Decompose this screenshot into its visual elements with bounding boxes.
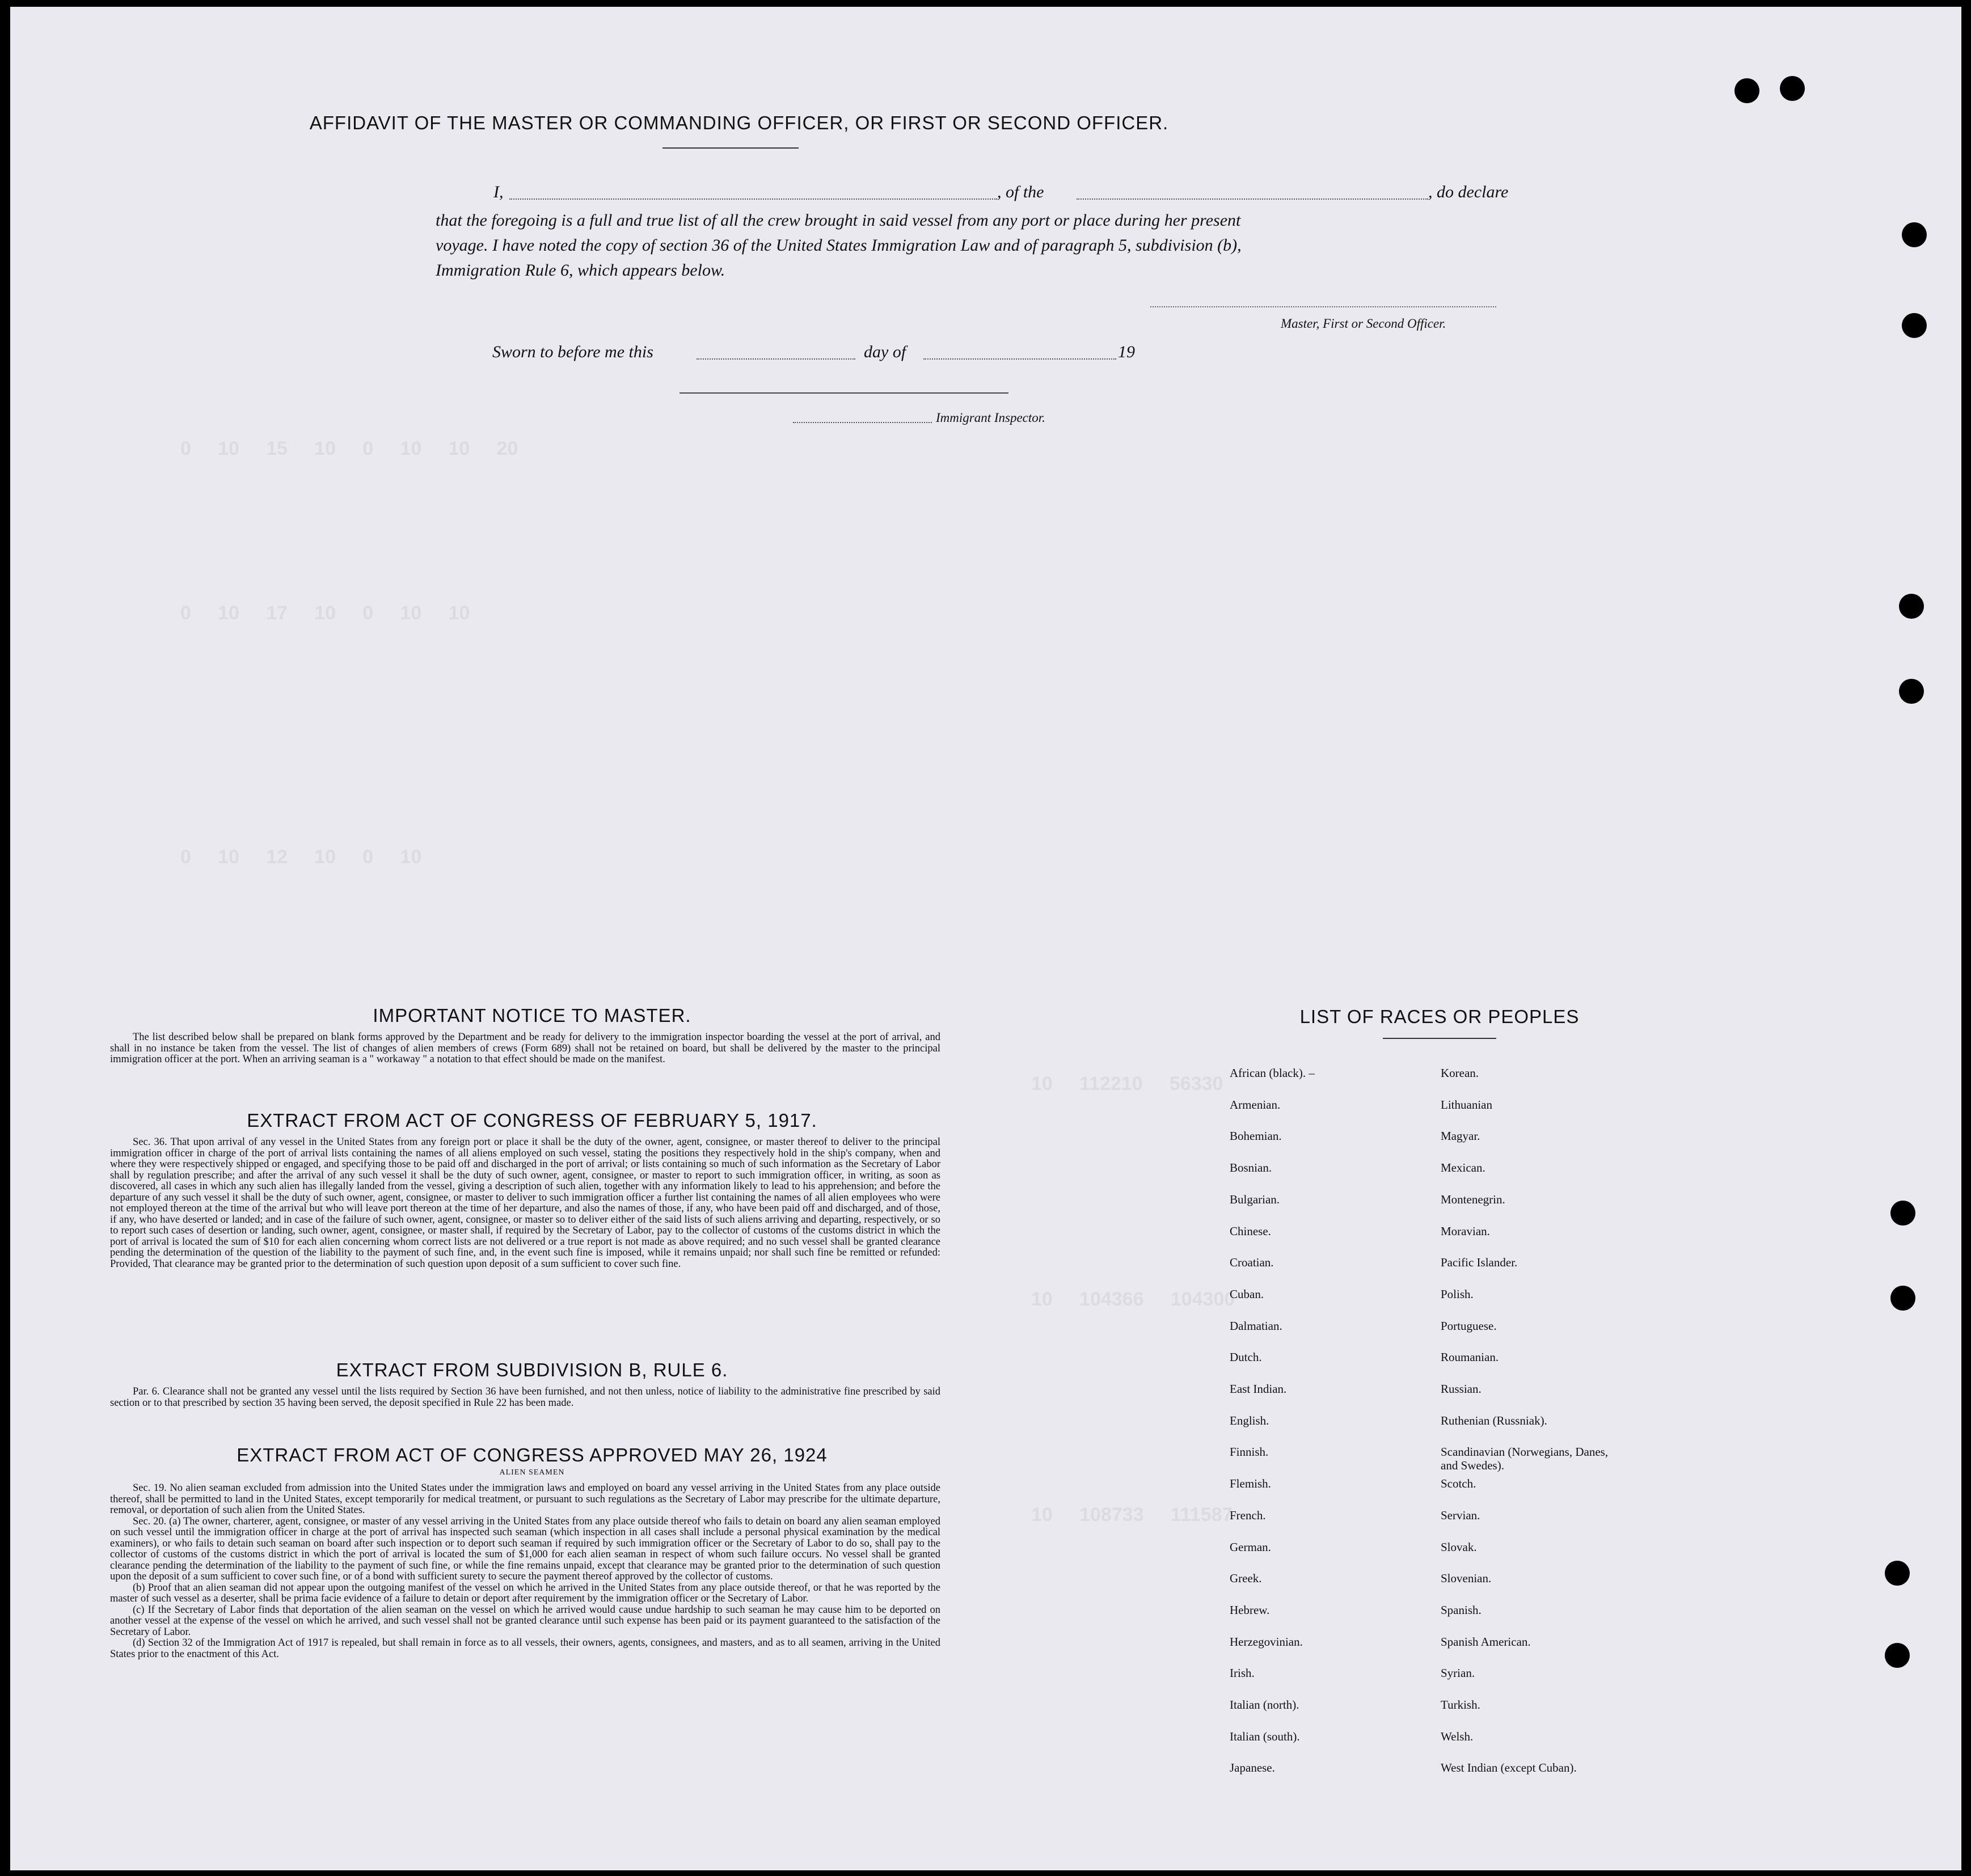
sworn-label: Sworn to before me this <box>492 343 653 361</box>
race-item: Flemish. <box>1230 1477 1271 1491</box>
race-item: Bulgarian. <box>1230 1192 1280 1206</box>
race-item: Bosnian. <box>1230 1161 1272 1175</box>
extract-1924-title: EXTRACT FROM ACT OF CONGRESS APPROVED MAY 26, 1924 <box>237 1444 828 1465</box>
race-item: Roumanian. <box>1441 1350 1499 1364</box>
race-item: Syrian. <box>1441 1666 1475 1680</box>
notice-title: IMPORTANT NOTICE TO MASTER. <box>373 1005 691 1026</box>
race-item: West Indian (except Cuban). <box>1441 1761 1577 1775</box>
race-item: German. <box>1230 1540 1271 1554</box>
race-item: Irish. <box>1230 1666 1255 1680</box>
year-label: 19 <box>1118 343 1135 361</box>
race-item: Scandinavian (Norwegians, Danes, and Swedes). <box>1441 1445 1609 1473</box>
race-item: Magyar. <box>1441 1129 1480 1143</box>
punch-hole-icon <box>1902 313 1927 338</box>
race-item: Ruthenian (Russniak). <box>1441 1413 1547 1427</box>
race-item: Pacific Islander. <box>1441 1256 1518 1270</box>
bleed-through-text: 10 112210 56330 <box>1031 1073 1223 1095</box>
race-item: Armenian. <box>1230 1097 1281 1112</box>
extract-1924-subtitle: ALIEN SEAMEN <box>499 1468 565 1477</box>
race-item: Montenegrin. <box>1441 1192 1505 1206</box>
race-item: Chinese. <box>1230 1224 1271 1238</box>
race-item: Italian (north). <box>1230 1698 1299 1712</box>
race-item: Herzegovinian. <box>1230 1634 1303 1649</box>
race-item: Spanish American. <box>1441 1634 1531 1649</box>
race-item: Slovak. <box>1441 1540 1477 1554</box>
race-item: Russian. <box>1441 1382 1482 1396</box>
affidavit-title: AFFIDAVIT OF THE MASTER OR COMMANDING OFFICER, OR FIRST OR SECOND OFFICER. <box>309 112 1169 133</box>
race-item: Lithuanian <box>1441 1097 1492 1112</box>
bleed-through-text: 10 108733 111587 <box>1031 1504 1233 1526</box>
inspector-name-field[interactable] <box>793 422 932 423</box>
day-of-label: day of <box>864 343 906 361</box>
notice-text: The list described below shall be prepared on blank forms approved by the Department and be ready for delivery to the immigration inspector boarding the vessel at the port of arrival, and shall in no instance be taken from the vessel. The list of changes of alien members of crews (Form 689) shall not be retained on board, but shall be delivered by the master to the principal immigration officer at the port. When an arriving seaman is a " workaway " a notation to that effect should be made on the manifest. <box>110 1032 940 1065</box>
extract-1917-text: Sec. 36. That upon arrival of any vessel in the United States from any foreign port or place it shall be the duty of the owner, agent, consignee, or master thereof to deliver to the principal immigration officer in charge of the port of arrival lists containing the names of all aliens employed on such vessel, stating the positions they respectively hold in the ship's company, when and where they were respectively shipped or engaged, and specifying those to be paid off and discharged in the port of arrival; or lists containing so much of such information as the Secretary of Labor shall by regulation prescribe; and after the arrival of any such vessel it shall be the duty of such owner, agent, consignee, or master to report to such immigration officer, in writing, as soon as discovered, all cases in which any such alien has illegally landed from the vessel, giving a description of such alien, together with any information likely to lead to his apprehension; and before the departure of any such vessel it shall be the duty of such owner, agent, consignee, or master to deliver to such immigration officer a further list containing the names of all alien employees who were not employed thereon at the time of the arrival but who will leave port thereon at the time of her departure, and also the names of those, if any, who have been paid off and discharged, and of those, if any, who have deserted or landed; and in case of the failure of such owner, agent, consignee, or master so to deliver either of the said lists of such aliens arriving and departing, respectively, or so to report such cases of desertion or landing, such owner, agent, consignee, or master shall, if required by the Secretary of Labor, pay to the collector of customs of the customs district in which the port of arrival is located the sum of $10 for each alien concerning whom correct lists are not delivered or a true report is not made as above required; and no such vessel shall be granted clearance pending the determination of the question of the liability to the payment of such fine, and, in the event such fine is imposed, while it remains unpaid; nor shall such fine be remitted or refunded: Provided, That clearance may be granted prior to the determination of such question upon deposit of a sum sufficient to cover such fine. <box>110 1136 940 1270</box>
extract-rule-6-title: EXTRACT FROM SUBDIVISION B, RULE 6. <box>336 1359 728 1380</box>
race-item: Moravian. <box>1441 1224 1490 1238</box>
race-item: Slovenian. <box>1441 1571 1492 1586</box>
race-item: French. <box>1230 1508 1266 1522</box>
section-19: Sec. 19. No alien seaman excluded from admission into the United States under the immigration laws and employed on board any vessel arriving in the United States from any place outside thereof, shall be permitted to land in the United States, except temporarily for medical treatment, or pursuant to such regulations as the Secretary of Labor may prescribe for the ultimate departure, removal, or deportation of such alien from the United States. <box>110 1482 940 1516</box>
vessel-field[interactable] <box>1077 198 1428 200</box>
race-item: Finnish. <box>1230 1445 1269 1459</box>
race-item: Croatian. <box>1230 1256 1274 1270</box>
extract-1917-title: EXTRACT FROM ACT OF CONGRESS OF FEBRUARY 5, 1917. <box>247 1110 817 1131</box>
race-item: Japanese. <box>1230 1761 1275 1775</box>
races-title-rule <box>1383 1038 1496 1039</box>
race-item: English. <box>1230 1413 1269 1427</box>
title-rule <box>662 147 799 149</box>
master-signature-label: Master, First or Second Officer. <box>1281 316 1446 331</box>
bleed-through-text: 0 10 17 10 0 10 10 <box>180 602 470 624</box>
inspector-signature-line[interactable] <box>679 392 1008 394</box>
races-title: LIST OF RACES OR PEOPLES <box>1299 1006 1580 1027</box>
race-item: Turkish. <box>1441 1698 1480 1712</box>
section-20-c: (c) If the Secretary of Labor finds that deportation of the alien seaman on the vessel on which he arrived would cause undue hardship to such seaman he may cause him to be deported on another vessel at the expense of the vessel on which he arrived, and such vessel shall not be granted clearance until such expense has been paid or its payment guaranteed to the satisfaction of the Secretary of Labor. <box>110 1604 940 1638</box>
name-field[interactable] <box>509 198 997 200</box>
section-20-a: Sec. 20. (a) The owner, charterer, agent, consignee, or master of any vessel arriving in the United States from any place outside thereof who fails to detain on board any alien seaman employed on such vessel until the immigration officer in charge at the port of arrival has inspected such seaman (which inspection in all cases shall include a personal physical examination by the medical examiners), or who fails to detain such seaman on board after such inspection or to deport such seaman if required by such immigration officer or the Secretary of Labor to do so, shall pay to the collector of customs of the customs district in which the port of arrival is located the sum of $1,000 for each alien seaman in respect of whom such failure occurs. No vessel shall be granted clearance pending the determination of the liability to the payment of such fine, or while the fine remains unpaid, except that clearance may be granted prior to the determination of such question upon the deposit of a sum sufficient to cover such fine, or of a bond with sufficient surety to secure the payment thereof approved by the collector of customs. <box>110 1515 940 1582</box>
punch-hole-icon <box>1885 1643 1910 1668</box>
race-item: African (black). – <box>1230 1066 1315 1080</box>
declaration-of-the: , of the <box>997 183 1044 201</box>
race-item: Scotch. <box>1441 1477 1476 1491</box>
master-signature-line[interactable] <box>1150 306 1496 307</box>
race-item: Italian (south). <box>1230 1729 1300 1743</box>
punch-hole-icon <box>1899 679 1924 704</box>
declaration-line-4: Immigration Rule 6, which appears below. <box>436 261 725 280</box>
declaration-i: I, <box>493 183 504 201</box>
punch-hole-icon <box>1885 1561 1910 1586</box>
race-item: Dutch. <box>1230 1350 1262 1364</box>
race-item: East Indian. <box>1230 1382 1287 1396</box>
declaration-line-3: voyage. I have noted the copy of section 36 of the United States Immigration Law and of paragraph 5, subdivision (b), <box>436 236 1242 255</box>
race-item: Korean. <box>1441 1066 1479 1080</box>
inspector-label: Immigrant Inspector. <box>936 411 1045 425</box>
race-item: Cuban. <box>1230 1287 1264 1301</box>
declaration-do-declare: , do declare <box>1428 183 1509 201</box>
extract-rule-6-text: Par. 6. Clearance shall not be granted any vessel until the lists required by Section 36 have been furnished, and not then unless, notice of liability to the administrative fine prescribed by said section or to that prescribed by section 35 having been served, the deposit specified in Rule 22 has been made. <box>110 1386 940 1409</box>
race-item: Dalmatian. <box>1230 1319 1282 1333</box>
race-item: Spanish. <box>1441 1603 1482 1617</box>
punch-hole-icon <box>1890 1286 1915 1311</box>
race-item: Hebrew. <box>1230 1603 1270 1617</box>
punch-hole-icon <box>1902 222 1927 247</box>
section-20-b: (b) Proof that an alien seaman did not appear upon the outgoing manifest of the vessel on which he arrived in the United States from any place outside thereof, or that he was reported by the master of such vessel as a deserter, shall be prima facie evidence of a failure to detain or deport after requirement by the immigration officer or the Secretary of Labor. <box>110 1582 940 1604</box>
race-item: Portuguese. <box>1441 1319 1497 1333</box>
section-20-d: (d) Section 32 of the Immigration Act of 1917 is repealed, but shall remain in force as to all vessels, their owners, agents, consignees, and masters, and as to all seamen, arriving in the United States prior to the enactment of this Act. <box>110 1637 940 1660</box>
form-page <box>10 7 1961 1870</box>
bleed-through-text: 0 10 15 10 0 10 10 20 <box>180 438 518 459</box>
race-item: Polish. <box>1441 1287 1474 1301</box>
declaration-line-2: that the foregoing is a full and true list of all the crew brought in said vessel from any port or place during her present <box>436 211 1241 230</box>
sworn-day-field[interactable] <box>697 358 855 360</box>
punch-hole-icon <box>1780 76 1805 101</box>
extract-1924-text <box>110 1483 940 1660</box>
race-item: Welsh. <box>1441 1729 1474 1743</box>
punch-hole-icon <box>1734 78 1759 103</box>
race-item: Greek. <box>1230 1571 1262 1586</box>
bleed-through-text: 10 104366 104300 <box>1031 1288 1235 1310</box>
race-item: Bohemian. <box>1230 1129 1282 1143</box>
sworn-month-field[interactable] <box>923 358 1116 360</box>
punch-hole-icon <box>1899 594 1924 619</box>
bleed-through-text: 0 10 12 10 0 10 <box>180 846 422 868</box>
race-item: Mexican. <box>1441 1161 1485 1175</box>
punch-hole-icon <box>1890 1201 1915 1226</box>
race-item: Servian. <box>1441 1508 1480 1522</box>
